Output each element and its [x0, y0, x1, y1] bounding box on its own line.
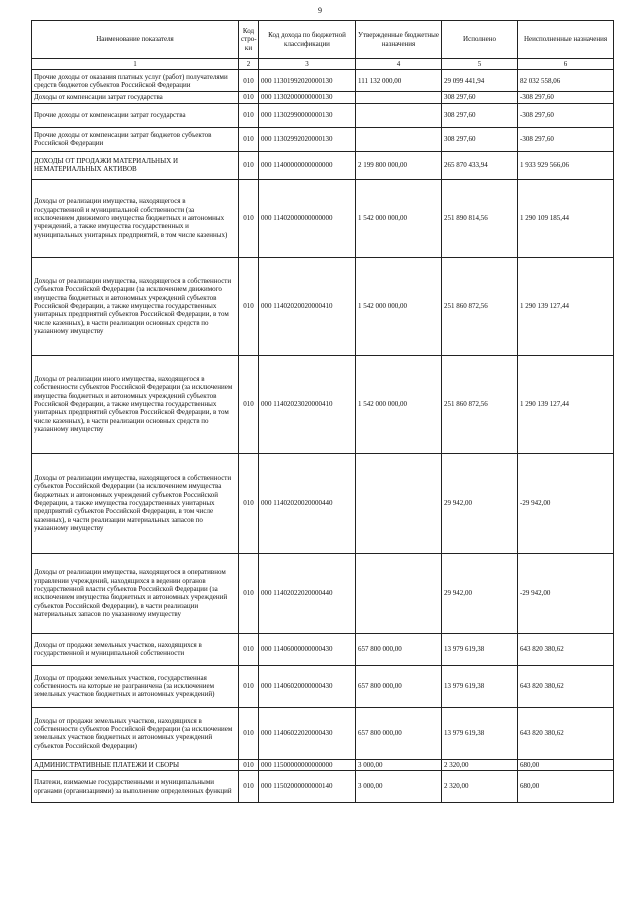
- row-approved: [356, 92, 442, 103]
- table-row: [32, 553, 614, 633]
- row-executed: 29 942,00: [442, 453, 518, 553]
- row-executed: 251 890 814,56: [442, 179, 518, 257]
- table-row: [32, 707, 614, 759]
- row-revenue-code: 000 11406020000000430: [259, 665, 356, 707]
- column-number: 5: [442, 59, 518, 70]
- row-approved: 657 800 000,00: [356, 665, 442, 707]
- row-unexecuted: -308 297,60: [518, 103, 614, 127]
- row-name: Платежи, взимаемые государственными и муниципальными органами (организациями) за выполнение определенных функций: [32, 771, 239, 803]
- row-approved: 3 000,00: [356, 759, 442, 770]
- row-line-code: 010: [239, 453, 259, 553]
- table-row: [32, 92, 614, 103]
- row-unexecuted: 680,00: [518, 759, 614, 770]
- table-row: [32, 103, 614, 127]
- row-unexecuted: 1 290 139 127,44: [518, 257, 614, 355]
- row-revenue-code: 000 11402000000000000: [259, 179, 356, 257]
- table-body: [32, 70, 614, 803]
- row-executed: 29 099 441,94: [442, 70, 518, 92]
- row-line-code: 010: [239, 103, 259, 127]
- column-header-revenue-code: Код дохода по бюджетной классификации: [259, 21, 356, 59]
- table-row: [32, 771, 614, 803]
- row-line-code: 010: [239, 553, 259, 633]
- row-line-code: 010: [239, 759, 259, 770]
- row-approved: 1 542 000 000,00: [356, 257, 442, 355]
- row-line-code: 010: [239, 771, 259, 803]
- column-number: 2: [239, 59, 259, 70]
- row-line-code: 010: [239, 92, 259, 103]
- column-header-executed: Исполнено: [442, 21, 518, 59]
- row-name: Прочие доходы от компенсации затрат бюджетов субъектов Российской Федерации: [32, 127, 239, 151]
- row-revenue-code: 000 11302992020000130: [259, 127, 356, 151]
- row-approved: [356, 127, 442, 151]
- row-executed: 2 320,00: [442, 759, 518, 770]
- column-number: 4: [356, 59, 442, 70]
- row-unexecuted: -29 942,00: [518, 453, 614, 553]
- row-approved: [356, 103, 442, 127]
- row-approved: [356, 453, 442, 553]
- row-name: Прочие доходы от компенсации затрат государства: [32, 103, 239, 127]
- row-name: Доходы от реализации имущества, находящегося в государственной и муниципальной собственности (за исключением движимого имущества бюджетных и автономных учреждений, а также имущества государственных и муниципальных унитарных предприятий, в том числе казенных): [32, 179, 239, 257]
- column-header-line-code: Код стро- ки: [239, 21, 259, 59]
- row-unexecuted: 1 290 139 127,44: [518, 355, 614, 453]
- table-row: [32, 453, 614, 553]
- row-line-code: 010: [239, 257, 259, 355]
- row-unexecuted: 82 032 558,06: [518, 70, 614, 92]
- row-name: Доходы от реализации имущества, находящегося в оперативном управлении учреждений, находящихся в ведении органов государственной власти субъектов Российской Федерации (за исключением имущества бюджетных и автономных учреждений субъектов Российской Федерации), в части реализации материальных запасов по указанному имуществу: [32, 553, 239, 633]
- row-unexecuted: 1 290 109 185,44: [518, 179, 614, 257]
- row-line-code: 010: [239, 707, 259, 759]
- column-number-row: [32, 59, 614, 70]
- column-number: 1: [32, 59, 239, 70]
- row-unexecuted: -29 942,00: [518, 553, 614, 633]
- row-unexecuted: 643 820 380,62: [518, 633, 614, 665]
- row-revenue-code: 000 11400000000000000: [259, 151, 356, 179]
- row-name: Доходы от реализации иного имущества, находящегося в собственности субъектов Российской Федерации (за исключением имущества бюджетных и автономных учреждений субъектов Российской Федерации, а также имущества государственных унитарных предприятий субъектов Российской Федерации, в том числе казенных), в части реализации основных средств по указанному имуществу: [32, 355, 239, 453]
- row-executed: 308 297,60: [442, 92, 518, 103]
- row-revenue-code: 000 11402020020000440: [259, 453, 356, 553]
- row-approved: 1 542 000 000,00: [356, 355, 442, 453]
- table-row: [32, 70, 614, 92]
- row-line-code: 010: [239, 179, 259, 257]
- row-executed: 251 860 872,56: [442, 355, 518, 453]
- row-revenue-code: 000 11402022020000440: [259, 553, 356, 633]
- row-unexecuted: 643 820 380,62: [518, 665, 614, 707]
- row-executed: 251 860 872,56: [442, 257, 518, 355]
- row-name: Доходы от реализации имущества, находящегося в собственности субъектов Российской Федерации (за исключением движимого имущества бюджетных и автономных учреждений субъектов Российской Федерации, а также имущества государственных унитарных предприятий субъектов Российской Федерации, в том числе казенных), в части реализации основных средств по указанному имуществу: [32, 257, 239, 355]
- row-approved: 3 000,00: [356, 771, 442, 803]
- column-header-name: Наименование показателя: [32, 21, 239, 59]
- row-approved: 657 800 000,00: [356, 633, 442, 665]
- row-revenue-code: 000 11406022020000430: [259, 707, 356, 759]
- row-approved: 111 132 000,00: [356, 70, 442, 92]
- column-header-approved: Утвержденные бюджетные назначения: [356, 21, 442, 59]
- table-row: [32, 665, 614, 707]
- table-row: [32, 633, 614, 665]
- row-executed: 2 320,00: [442, 771, 518, 803]
- row-name: Доходы от продажи земельных участков, находящихся в государственной и муниципальной собственности: [32, 633, 239, 665]
- row-executed: 308 297,60: [442, 103, 518, 127]
- row-revenue-code: 000 11301992020000130: [259, 70, 356, 92]
- row-executed: 265 870 433,94: [442, 151, 518, 179]
- row-line-code: 010: [239, 355, 259, 453]
- table-row: [32, 127, 614, 151]
- row-executed: 29 942,00: [442, 553, 518, 633]
- row-line-code: 010: [239, 127, 259, 151]
- row-revenue-code: 000 11406000000000430: [259, 633, 356, 665]
- row-revenue-code: 000 11500000000000000: [259, 759, 356, 770]
- column-header-unexecuted: Неисполненные назначения: [518, 21, 614, 59]
- row-line-code: 010: [239, 665, 259, 707]
- row-unexecuted: 643 820 380,62: [518, 707, 614, 759]
- row-name: ДОХОДЫ ОТ ПРОДАЖИ МАТЕРИАЛЬНЫХ И НЕМАТЕРИАЛЬНЫХ АКТИВОВ: [32, 151, 239, 179]
- row-revenue-code: 000 11402023020000410: [259, 355, 356, 453]
- column-number: 6: [518, 59, 614, 70]
- table-row: [32, 759, 614, 770]
- row-revenue-code: 000 11302990000000130: [259, 103, 356, 127]
- row-name: Доходы от продажи земельных участков, находящихся в собственности субъектов Российской Федерации (за исключением земельных участков бюджетных и автономных учреждений субъектов Российской Федерации): [32, 707, 239, 759]
- row-executed: 13 979 619,38: [442, 633, 518, 665]
- row-approved: [356, 553, 442, 633]
- row-name: Доходы от продажи земельных участков, государственная собственность на которые не разграничена (за исключением земельных участков бюджетных и автономных учреждений): [32, 665, 239, 707]
- row-revenue-code: 000 11302000000000130: [259, 92, 356, 103]
- table-row: [32, 257, 614, 355]
- row-unexecuted: -308 297,60: [518, 127, 614, 151]
- row-line-code: 010: [239, 151, 259, 179]
- row-line-code: 010: [239, 70, 259, 92]
- table-row: [32, 355, 614, 453]
- row-unexecuted: 1 933 929 566,06: [518, 151, 614, 179]
- row-approved: 1 542 000 000,00: [356, 179, 442, 257]
- row-name: Доходы от компенсации затрат государства: [32, 92, 239, 103]
- page-number: 9: [318, 6, 322, 15]
- row-name: АДМИНИСТРАТИВНЫЕ ПЛАТЕЖИ И СБОРЫ: [32, 759, 239, 770]
- row-revenue-code: 000 11402020020000410: [259, 257, 356, 355]
- row-name: Прочие доходы от оказания платных услуг (работ) получателями средств бюджетов субъектов Российской Федерации: [32, 70, 239, 92]
- row-line-code: 010: [239, 633, 259, 665]
- revenue-table: [31, 20, 614, 803]
- row-name: Доходы от реализации имущества, находящегося в собственности субъектов Российской Федерации (за исключением имущества бюджетных и автономных учреждений субъектов Российской Федерации, а также имущества государственных унитарных предприятий субъектов Российской Федерации, в том числе казенных), в части реализации материальных запасов по указанному имуществу: [32, 453, 239, 553]
- row-executed: 308 297,60: [442, 127, 518, 151]
- row-executed: 13 979 619,38: [442, 707, 518, 759]
- table-row: [32, 179, 614, 257]
- row-unexecuted: 680,00: [518, 771, 614, 803]
- row-approved: 2 199 800 000,00: [356, 151, 442, 179]
- row-unexecuted: -308 297,60: [518, 92, 614, 103]
- row-executed: 13 979 619,38: [442, 665, 518, 707]
- row-revenue-code: 000 11502000000000140: [259, 771, 356, 803]
- column-number: 3: [259, 59, 356, 70]
- header-row: [32, 21, 614, 59]
- table-row: [32, 151, 614, 179]
- row-approved: 657 800 000,00: [356, 707, 442, 759]
